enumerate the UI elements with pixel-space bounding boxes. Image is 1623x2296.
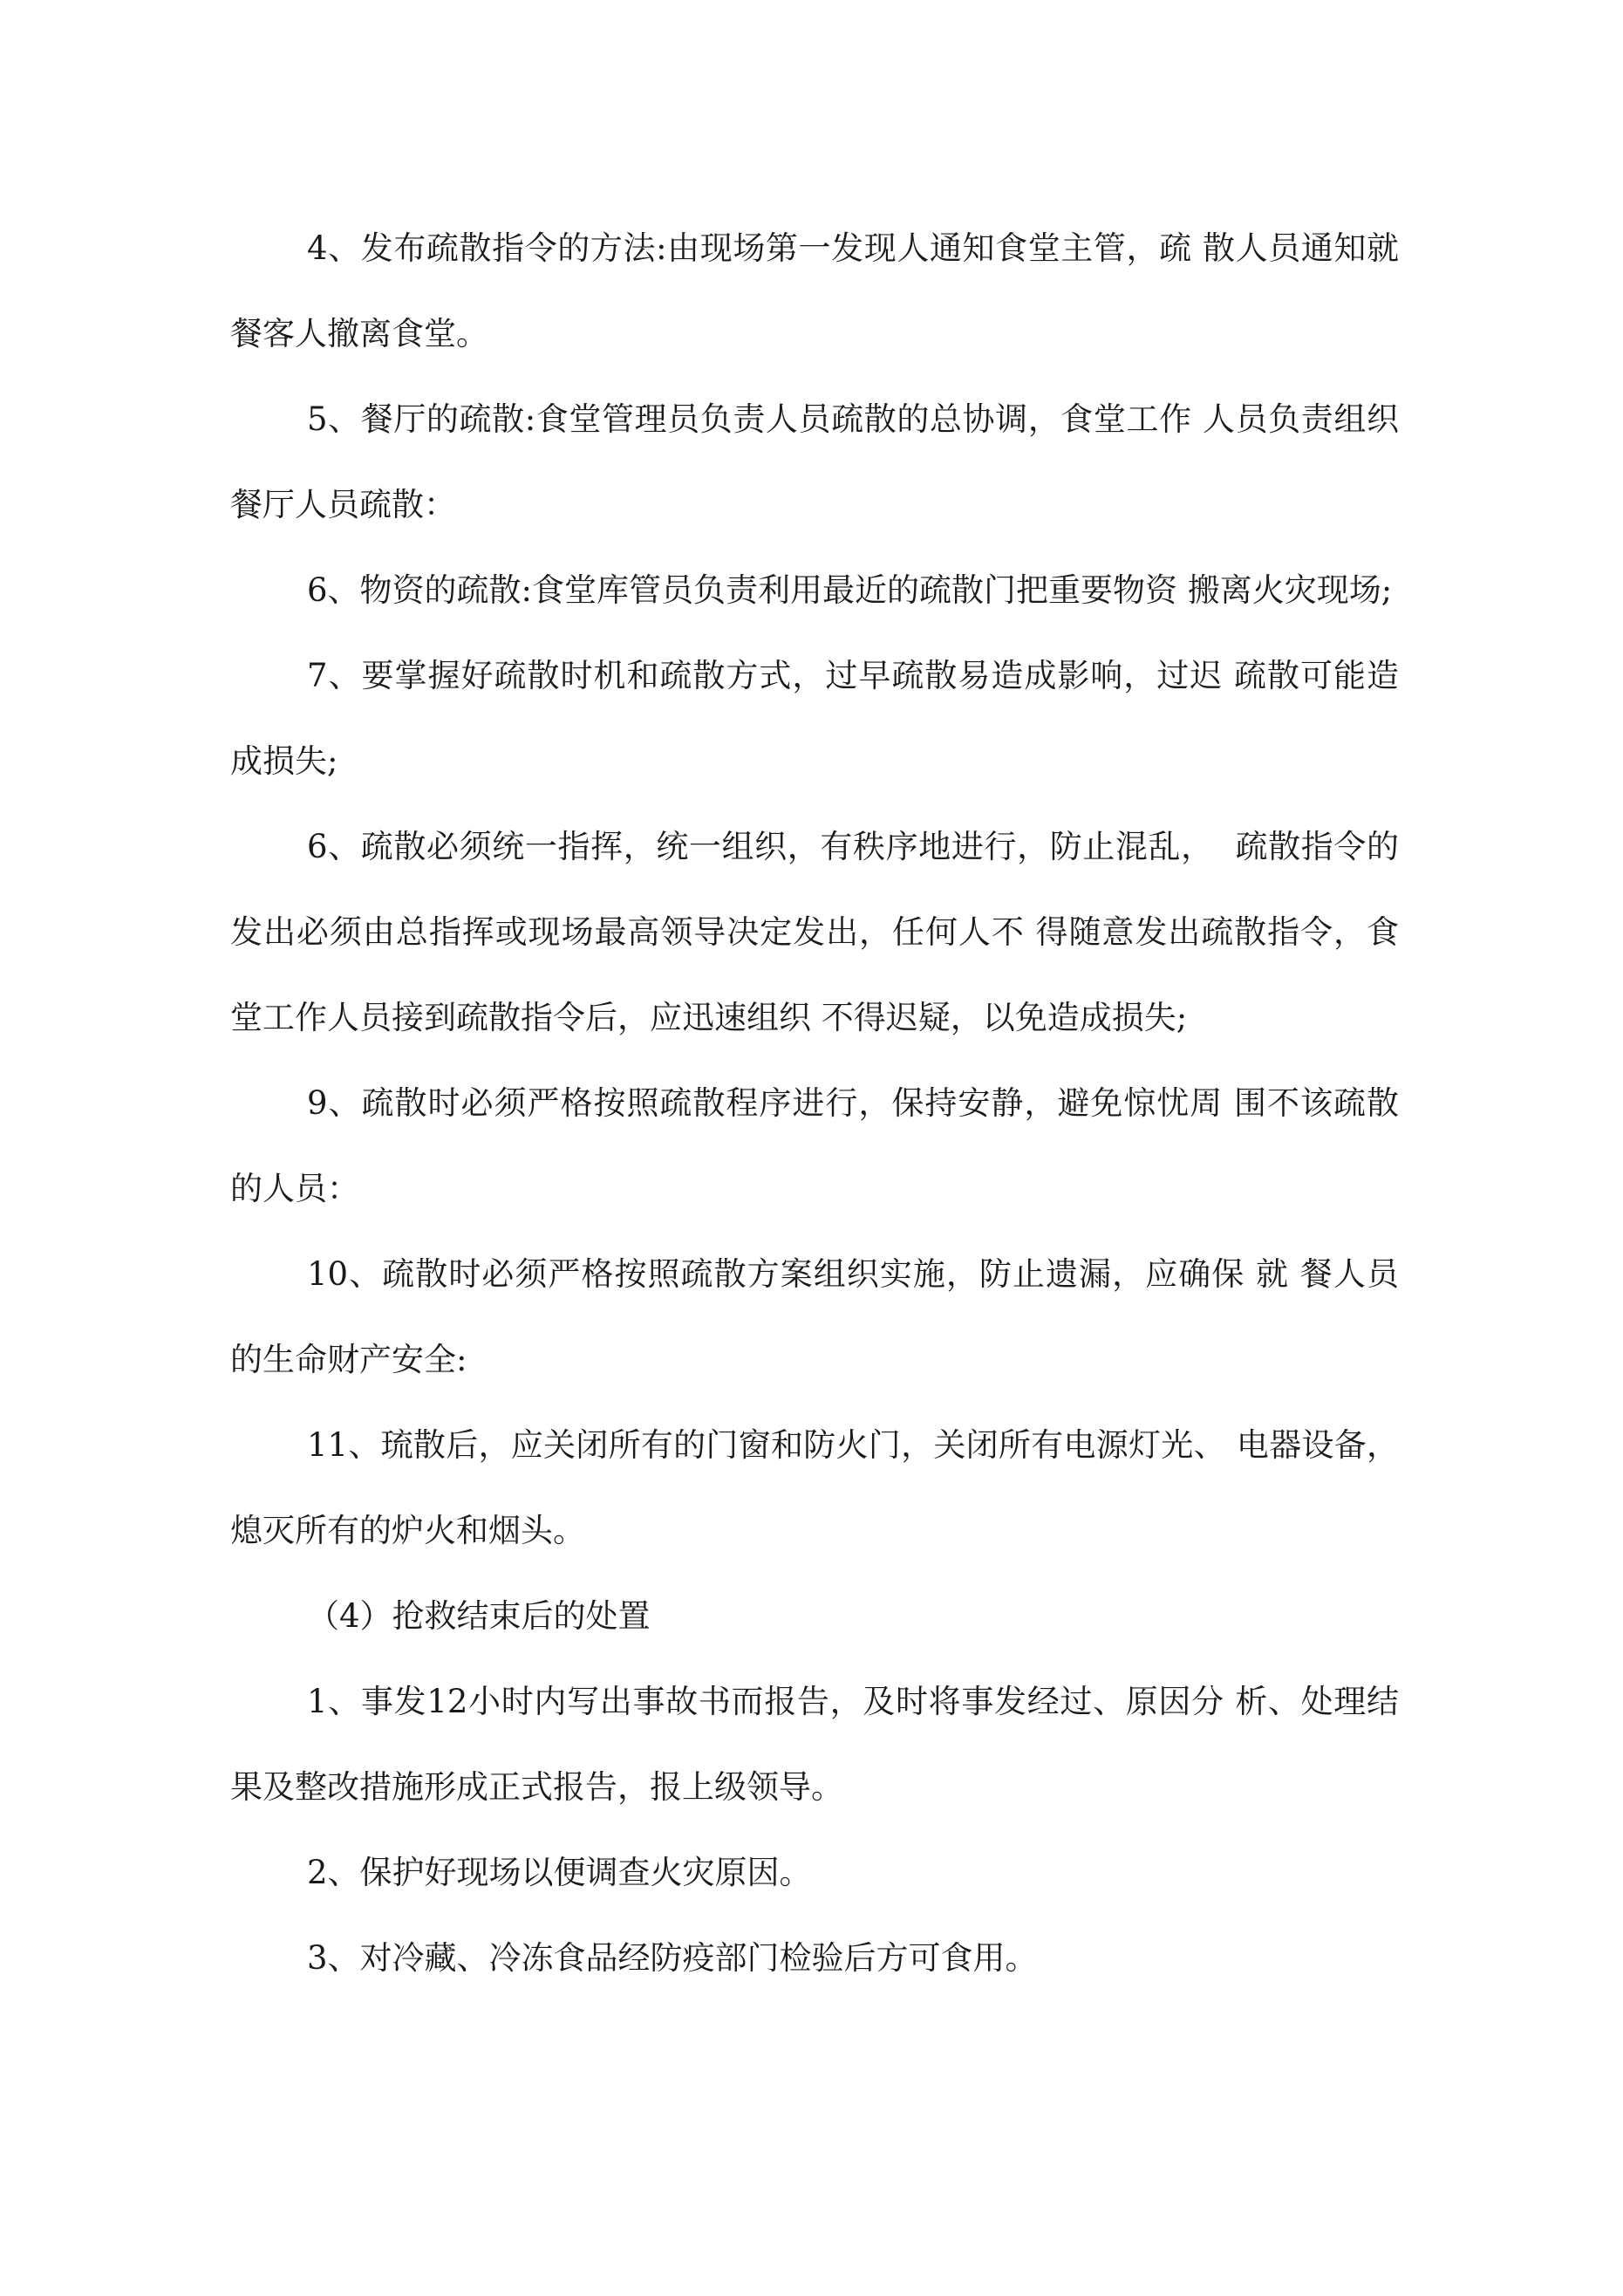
- paragraph-item-6-materials: 6、物资的疏散:食堂库管员负责利用最近的疏散门把重要物资 搬离火灾现场;: [307, 571, 1393, 609]
- section-heading: （4）抢救结束后的处置: [307, 1597, 651, 1635]
- paragraph-item-11: 11、琉散后，应关闭所有的门窗和防火门，关闭所有电源灯光、 电器设备，熄灭所有的炉火和烟头。: [230, 1426, 1399, 1549]
- paragraph-item-7: 7、要掌握好疏散时机和疏散方式，过早疏散易造成影响，过迟 疏散可能造成损失;: [230, 657, 1399, 780]
- document-body: [230, 206, 1399, 2001]
- paragraph-item-9: 9、疏散时必须严格按照疏散程序进行，保持安静，避免惊忧周 围不该疏散的人员：: [230, 1084, 1399, 1207]
- paragraph-post-item-2: 2、保护好现场以便调查火灾原因。: [307, 1854, 812, 1891]
- paragraph-post-item-3: 3、对冷藏、冷冻食品经防疫部门检验后方可食用。: [307, 1939, 1038, 1977]
- paragraph-item-6-command: 6、疏散必须统一指挥，统一组织，有秩序地进行，防止混乱， 疏散指令的发出必须由总指挥或现场最高领导决定发出，任何人不 得随意发出疏散指令，食堂工作人员接到疏散指令后，应迅速组织 不得迟疑，以免造成损失;: [230, 828, 1399, 1036]
- paragraph-item-10: 10、疏散时必须严格按照疏散方案组织实施，防止遗漏，应确保 就 餐人员的生命财产安全:: [230, 1255, 1399, 1378]
- paragraph-post-item-1: 1、事发12小时内写出事故书而报告，及时将事发经过、原因分 析、处理结果及整改措施形成正式报告，报上级领导。: [230, 1683, 1399, 1806]
- paragraph-item-5: 5、餐厅的疏散:食堂管理员负责人员疏散的总协调，食堂工作 人员负责组织餐厅人员疏散：: [230, 400, 1399, 523]
- paragraph-item-4: 4、发布疏散指令的方法:由现场第一发现人通知食堂主管，疏 散人员通知就餐客人撤离食堂。: [230, 229, 1399, 352]
